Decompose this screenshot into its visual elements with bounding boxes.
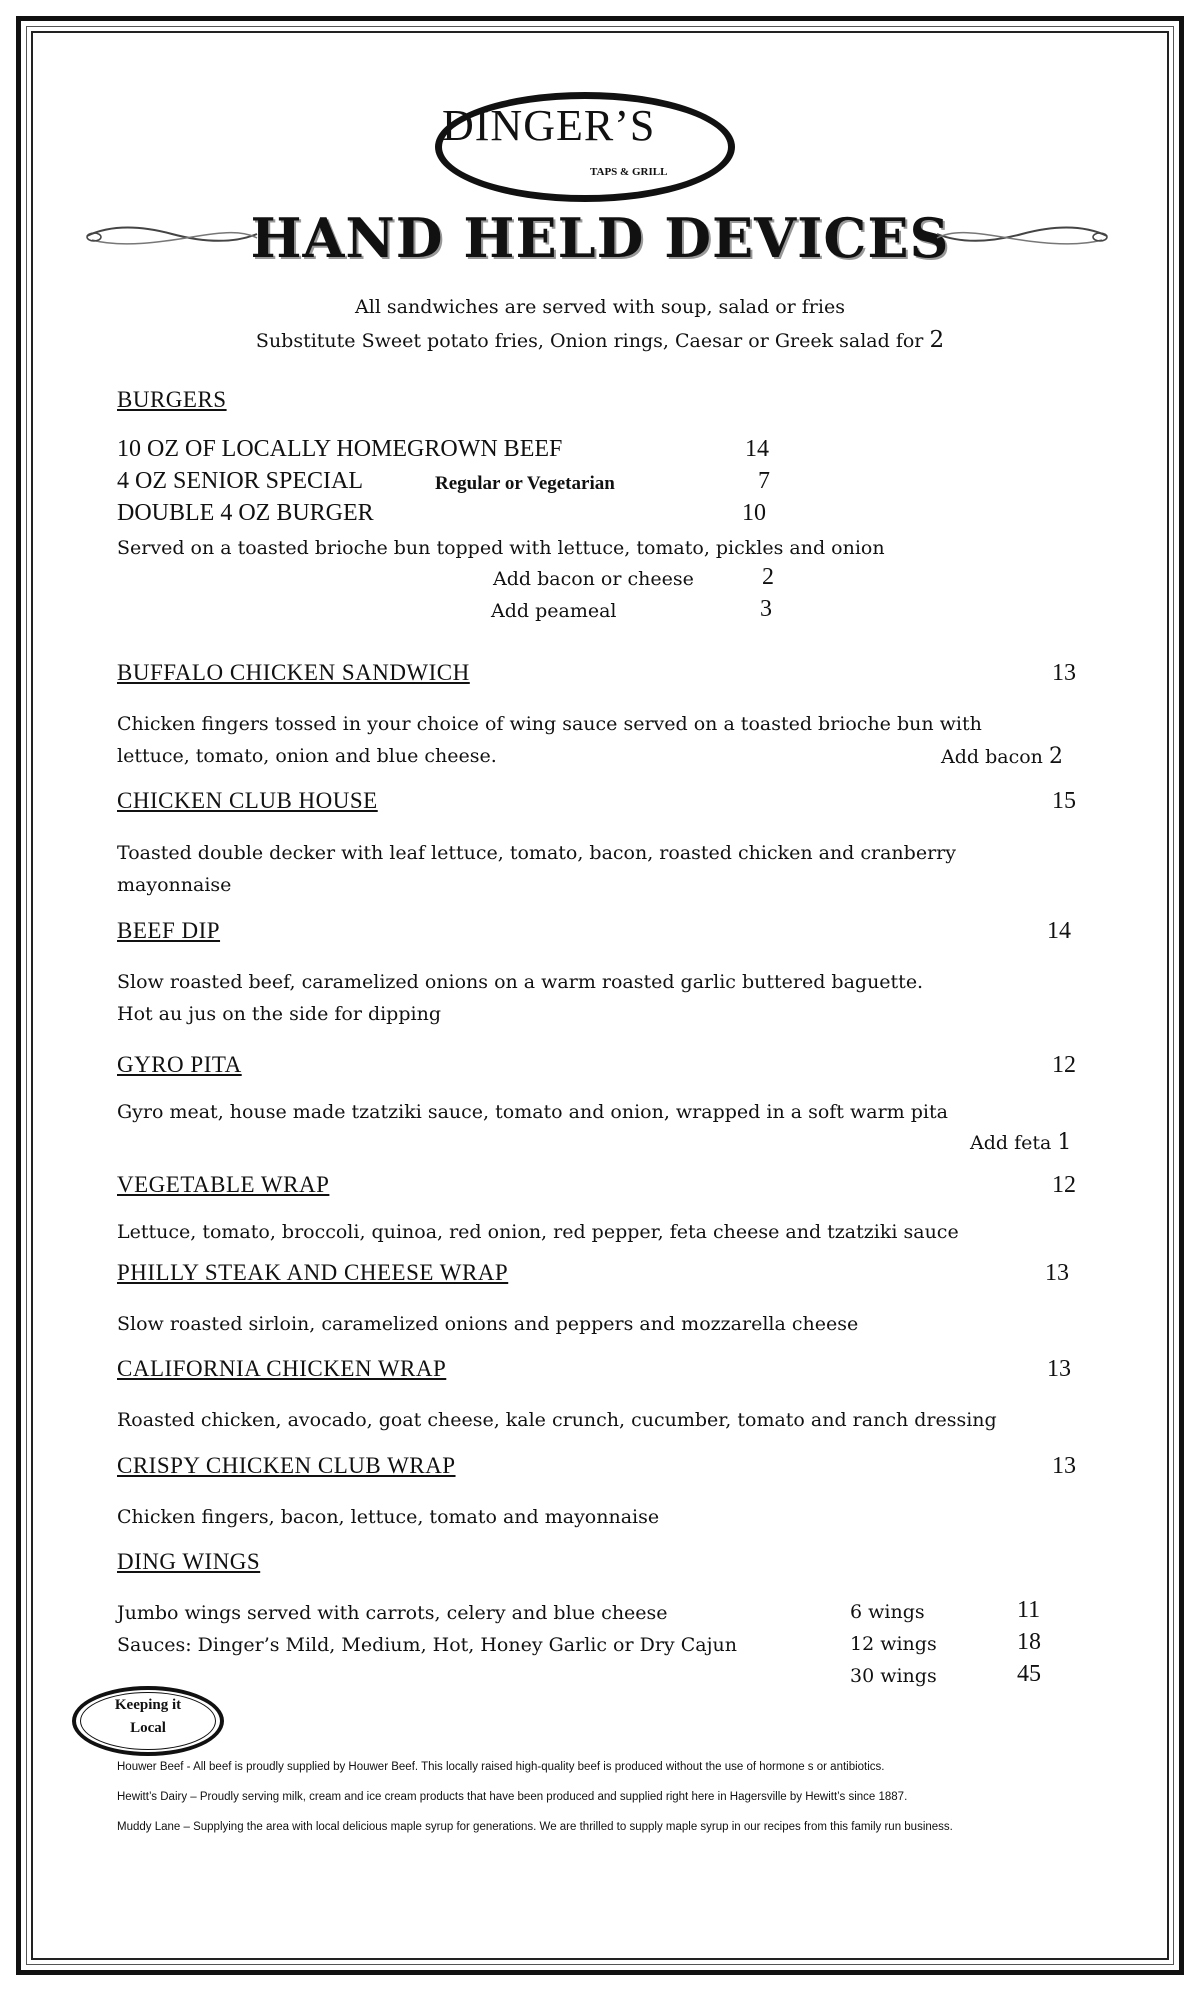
item-description: Toasted double decker with leaf lettuce, tomato, bacon, roasted chicken and cranberry [117, 842, 956, 864]
item-description: Roasted chicken, avocado, goat cheese, kale crunch, cucumber, tomato and ranch dressing [117, 1409, 997, 1431]
burger-addon-label: Add bacon or cheese [493, 568, 694, 590]
right-flourish-icon [932, 222, 1112, 252]
wings-size-label: 6 wings [850, 1601, 925, 1623]
wings-size-label: 12 wings [850, 1633, 937, 1655]
page-title: HAND HELD DEVICES [250, 206, 950, 270]
item-price: 15 [1052, 788, 1076, 814]
item-description: Chicken fingers tossed in your choice of wing sauce served on a toasted brioche bun with [117, 713, 982, 735]
item-addon-label: Add bacon [941, 746, 1043, 768]
item-addon [970, 1130, 1071, 1155]
item-heading-buffalo-chicken: BUFFALO CHICKEN SANDWICH [117, 660, 470, 685]
burger-item-price: 7 [758, 468, 770, 494]
badge-line-1: Keeping it [114, 1697, 182, 1713]
footnote-hewitts-dairy: Hewitt’s Dairy – Proudly serving milk, cream and ice cream products that have been produced and supplied right here in Hagersville by Hewitt’s since 1887. [117, 1791, 908, 1803]
intro-line-1: All sandwiches are served with soup, salad or fries [355, 296, 845, 318]
item-heading-crispy-chicken-club-wrap: CRISPY CHICKEN CLUB WRAP [117, 1453, 456, 1478]
item-price: 14 [1047, 918, 1071, 944]
wings-description: Jumbo wings served with carrots, celery and blue cheese [117, 1602, 668, 1624]
item-price: 13 [1045, 1260, 1069, 1286]
item-description: Slow roasted sirloin, caramelized onions and peppers and mozzarella cheese [117, 1313, 859, 1335]
wings-size-label: 30 wings [850, 1665, 937, 1687]
item-heading-chicken-club-house: CHICKEN CLUB HOUSE [117, 788, 378, 813]
item-addon-price: 1 [1057, 1130, 1072, 1155]
badge-line-2: Local [130, 1720, 166, 1736]
burger-description: Served on a toasted brioche bun topped with lettuce, tomato, pickles and onion [117, 537, 885, 559]
item-description: Lettuce, tomato, broccoli, quinoa, red onion, red pepper, feta cheese and tzatziki sauce [117, 1221, 959, 1243]
footnote-houwer-beef: Houwer Beef - All beef is proudly supplied by Houwer Beef. This locally raised high-quality beef is produced without the use of hormone s or antibiotics. [117, 1761, 885, 1773]
item-addon [941, 744, 1063, 769]
item-price: 13 [1052, 660, 1076, 686]
item-heading-gyro-pita: GYRO PITA [117, 1052, 242, 1077]
item-heading-beef-dip: BEEF DIP [117, 918, 221, 943]
logo-tagline: TAPS & GRILL [590, 166, 668, 178]
burger-item-name: DOUBLE 4 OZ BURGER [117, 500, 374, 526]
item-price: 13 [1047, 1356, 1071, 1382]
logo-name: DINGER’S [442, 101, 656, 150]
item-heading-vegetable-wrap: VEGETABLE WRAP [117, 1172, 330, 1197]
item-addon-price: 2 [1048, 744, 1063, 769]
wings-size-price: 11 [1017, 1597, 1041, 1623]
item-description: Hot au jus on the side for dipping [117, 1003, 441, 1025]
item-description: Chicken fingers, bacon, lettuce, tomato and mayonnaise [117, 1506, 660, 1528]
item-description: mayonnaise [117, 874, 232, 896]
wings-size-price: 45 [1017, 1661, 1041, 1687]
burger-item-name: 4 OZ SENIOR SPECIAL [117, 468, 364, 494]
item-description: lettuce, tomato, onion and blue cheese. [117, 745, 497, 767]
burger-addon-price: 2 [762, 564, 774, 590]
burger-addon-price: 3 [760, 596, 772, 622]
wings-sauces: Sauces: Dinger’s Mild, Medium, Hot, Honey Garlic or Dry Cajun [117, 1634, 737, 1656]
item-heading-california-chicken-wrap: CALIFORNIA CHICKEN WRAP [117, 1356, 447, 1381]
burger-addon-label: Add peameal [491, 600, 617, 622]
item-description: Gyro meat, house made tzatziki sauce, tomato and onion, wrapped in a soft warm pita [117, 1101, 948, 1123]
item-addon-label: Add feta [970, 1132, 1052, 1154]
item-heading-philly-steak: PHILLY STEAK AND CHEESE WRAP [117, 1260, 509, 1285]
burger-item-note: Regular or Vegetarian [435, 473, 615, 494]
item-price: 12 [1052, 1052, 1076, 1078]
burger-item-price: 10 [742, 500, 766, 526]
item-description: Slow roasted beef, caramelized onions on a warm roasted garlic buttered baguette. [117, 971, 924, 993]
intro-substitute-text: Substitute Sweet potato fries, Onion rings, Caesar or Greek salad for [255, 330, 924, 352]
intro-line-2 [0, 327, 1200, 353]
wings-size-price: 18 [1017, 1629, 1041, 1655]
item-price: 12 [1052, 1172, 1076, 1198]
intro-substitute-price: 2 [929, 327, 945, 353]
burger-item-price: 14 [745, 436, 769, 462]
item-price: 13 [1052, 1453, 1076, 1479]
burger-item-name: 10 OZ OF LOCALLY HOMEGROWN BEEF [117, 436, 563, 462]
section-heading-burgers: BURGERS [117, 387, 227, 412]
footnote-muddy-lane: Muddy Lane – Supplying the area with local delicious maple syrup for generations. We are thrilled to supply maple syrup in our recipes from this family run business. [117, 1821, 953, 1833]
section-heading-ding-wings: DING WINGS [117, 1549, 261, 1574]
